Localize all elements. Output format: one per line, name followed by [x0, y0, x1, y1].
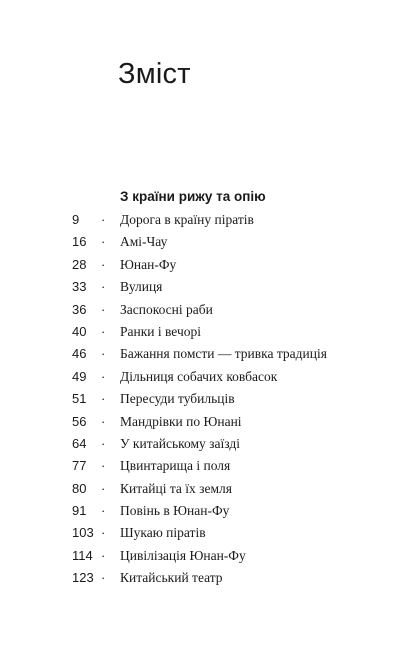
toc-entry	[0, 257, 416, 279]
toc-page-number: 9	[72, 212, 80, 227]
toc-separator: ·	[101, 413, 106, 429]
toc-chapter-title[interactable]: Повінь в Юнан-Фу	[120, 503, 230, 519]
toc-page-number: 49	[72, 368, 87, 384]
toc-chapter-title[interactable]: Бажання помсти — тривка традиція	[120, 346, 327, 362]
toc-entry	[0, 212, 416, 234]
toc-separator: ·	[101, 301, 106, 317]
toc-separator: ·	[101, 368, 106, 384]
toc-separator: ·	[101, 547, 106, 563]
toc-separator: ·	[101, 435, 106, 451]
table-of-contents	[0, 212, 416, 593]
toc-entry	[0, 279, 416, 301]
toc-entry	[0, 302, 416, 324]
toc-chapter-title[interactable]: Шукаю піратів	[120, 525, 206, 541]
toc-chapter-title[interactable]: Цвинтарища і поля	[120, 458, 231, 474]
toc-entry	[0, 346, 416, 368]
toc-chapter-title[interactable]: У китайському заїзді	[120, 435, 240, 451]
toc-chapter-title[interactable]: Дорога в країну піратів	[120, 212, 254, 227]
toc-page-number: 56	[72, 413, 87, 429]
toc-chapter-title[interactable]: Китайський театр	[120, 570, 223, 586]
toc-entry	[0, 324, 416, 346]
toc-page-number: 114	[72, 547, 93, 563]
toc-page-number: 36	[72, 301, 87, 317]
toc-chapter-title[interactable]: Заспокосні раби	[120, 301, 213, 317]
toc-page-number: 28	[72, 256, 87, 272]
toc-separator: ·	[101, 346, 106, 362]
toc-separator: ·	[101, 480, 106, 496]
toc-entry	[0, 414, 416, 436]
toc-separator: ·	[101, 256, 106, 272]
toc-page-number: 33	[72, 279, 87, 295]
toc-separator: ·	[101, 503, 106, 519]
toc-page-number: 91	[72, 503, 87, 519]
toc-entry	[0, 525, 416, 547]
toc-page-number: 16	[72, 234, 87, 250]
toc-page-number: 64	[72, 435, 87, 451]
toc-chapter-title[interactable]: Вулиця	[120, 279, 163, 295]
toc-entry	[0, 548, 416, 570]
toc-page-number: 103	[72, 525, 94, 541]
toc-entry	[0, 503, 416, 525]
toc-chapter-title[interactable]: Юнан-Фу	[120, 256, 177, 272]
toc-chapter-title[interactable]: Ранки і вечорі	[120, 323, 201, 339]
page-title: Зміст	[118, 58, 191, 90]
toc-chapter-title[interactable]: Амі-Чау	[120, 234, 168, 250]
toc-page-number: 123	[72, 570, 94, 586]
toc-separator: ·	[101, 570, 106, 586]
toc-entry	[0, 481, 416, 503]
toc-entry	[0, 234, 416, 256]
toc-entry	[0, 436, 416, 458]
toc-entry	[0, 570, 416, 592]
toc-page-number: 51	[72, 391, 87, 407]
toc-separator: ·	[101, 279, 106, 295]
toc-entry	[0, 458, 416, 480]
toc-chapter-title[interactable]: Дільниця собачих ковбасок	[120, 368, 278, 384]
toc-page-number: 80	[72, 480, 87, 496]
toc-separator: ·	[101, 323, 106, 339]
toc-page-number: 77	[72, 458, 87, 474]
toc-chapter-title[interactable]: Китайці та їх земля	[120, 480, 232, 496]
toc-separator: ·	[101, 234, 106, 250]
toc-entry	[0, 369, 416, 391]
toc-page-number: 46	[72, 346, 87, 362]
toc-chapter-title[interactable]: Мандрівки по Юнані	[120, 413, 242, 429]
toc-entry	[0, 391, 416, 413]
toc-page-number: 40	[72, 323, 87, 339]
section-heading: З країни рижу та опію	[120, 189, 266, 204]
toc-separator: ·	[101, 391, 106, 407]
toc-separator: ·	[101, 212, 106, 227]
toc-separator: ·	[101, 525, 106, 541]
toc-chapter-title[interactable]: Пересуди тубильців	[120, 391, 235, 407]
toc-separator: ·	[101, 458, 106, 474]
toc-chapter-title[interactable]: Цивілізація Юнан-Фу	[120, 547, 246, 563]
